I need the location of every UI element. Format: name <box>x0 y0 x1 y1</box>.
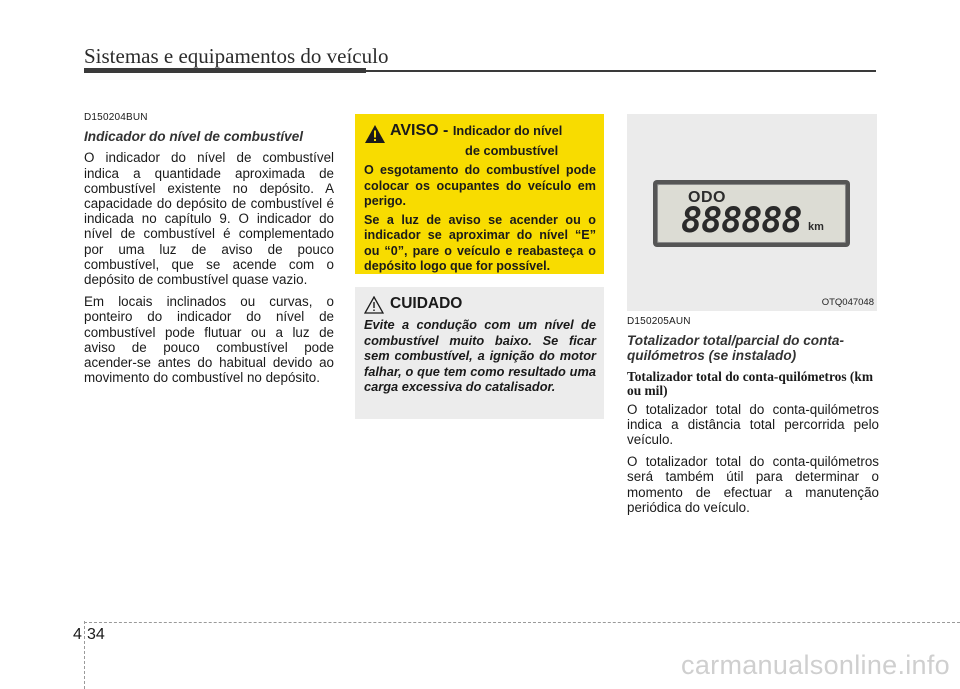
paragraph: O totalizador total do conta-quilómetros será também útil para determinar o momento de efectuar a manutenção periódica do veículo. <box>627 454 879 515</box>
caution-body: Evite a condução com um nível de combustível muito baixo. Se ficar sem combustível, a ignição do motor falhar, o que tem como resultado uma carga excessiva do catalisador. <box>364 317 596 395</box>
footer-divider <box>84 621 85 689</box>
odometer-unit: km <box>808 221 824 233</box>
watermark: carmanualsonline.info <box>681 650 950 680</box>
section-code: D150204BUN <box>84 112 148 123</box>
subsection-heading: Totalizador total do conta-quilómetros (km ou mil) <box>627 368 873 399</box>
chapter-number: 4 <box>73 626 82 643</box>
figure-code: OTQ047048 <box>821 297 874 308</box>
section-code: D150205AUN <box>627 316 691 327</box>
header-rule <box>84 68 366 73</box>
caution-triangle-icon <box>364 296 384 314</box>
caution-title: CUIDADO <box>390 295 463 312</box>
warning-box <box>355 114 604 274</box>
warning-paragraph: Se a luz de aviso se acender ou o indicador se aproximar do nível “E” ou “0”, pare o veículo e reabasteça o depósito logo que for possível. <box>364 212 596 273</box>
header-rule-thin <box>366 70 876 72</box>
odometer-label: ODO <box>688 189 726 206</box>
caution-title-row <box>364 295 596 314</box>
warning-title: AVISO <box>390 122 439 139</box>
paragraph: O indicador do nível de combustível indica a quantidade aproximada de combustível existente no depósito. A capacidade do depósito de combustível é indicada no capítulo 9. O indicador do nível de combustível é complementado por uma luz de aviso de pouco combustível, que se acende com o depósito de combustível quase vazio. <box>84 150 334 288</box>
section-heading: Indicador do nível de combustível <box>84 129 304 145</box>
warning-title-row <box>364 122 596 144</box>
warning-subtitle-line2: de combustível <box>465 143 559 158</box>
fuel-gauge-section <box>84 110 334 392</box>
paragraph: Em locais inclinados ou curvas, o ponteiro do indicador do nível de combustível pode flutuar ou a luz de aviso de pouco combustível pode acender-se antes do habitual devido ao movimento do combustível no depósito. <box>84 294 334 386</box>
section-heading: Totalizador total/parcial do conta-quilómetros (se instalado) <box>627 333 845 364</box>
page-header-title: Sistemas e equipamentos do veículo <box>84 44 389 68</box>
odometer-digits: 888888 <box>681 201 802 241</box>
page-number: 34 <box>87 626 105 643</box>
caution-box <box>355 287 604 419</box>
warning-subtitle: Indicador do nível <box>452 123 563 138</box>
warning-dash: - <box>438 122 453 139</box>
warning-triangle-icon <box>364 124 386 144</box>
paragraph: O totalizador total do conta-quilómetros indica a distância total percorrida pelo veículo. <box>627 401 879 448</box>
footer-rule <box>84 622 960 623</box>
odometer-section <box>627 112 879 522</box>
warning-paragraph: O esgotamento do combustível pode colocar os ocupantes do veículo em perigo. <box>364 163 596 208</box>
warning-body <box>364 163 596 275</box>
